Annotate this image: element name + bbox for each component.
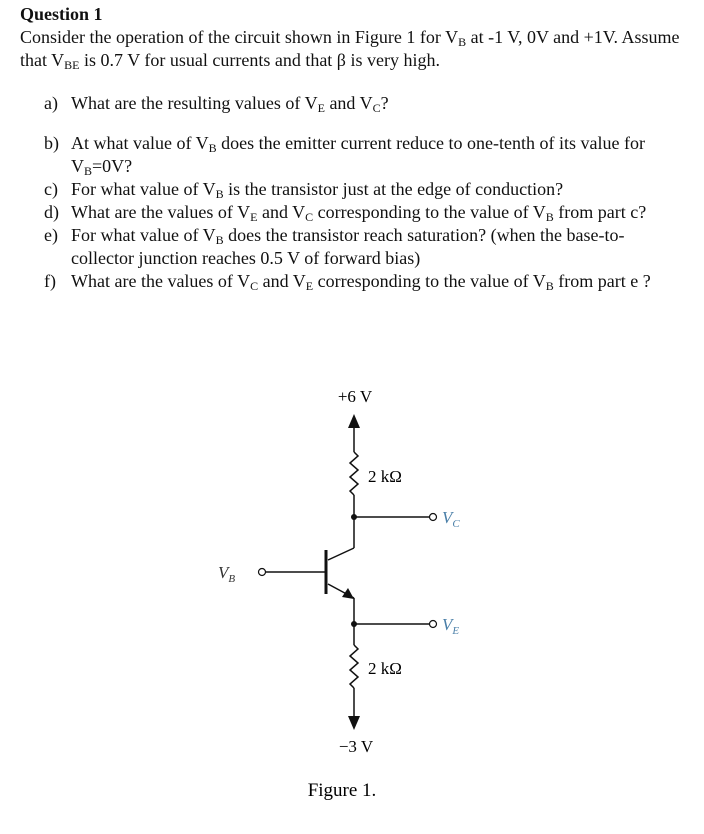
supply-top-label: +6 V (337, 387, 373, 406)
question-a: a) What are the resulting values of $V_E$ and $V_C$? (44, 93, 389, 115)
intro-paragraph: Consider the operation of the circuit shown in Figure 1 for $V_B$ at -1 V, 0V and +1V. Assume that $V_{BE}$ is 0.7 V for usual currents and that β is very high. (20, 27, 680, 72)
transistor-collector-lead (328, 548, 354, 560)
resistor-bottom (350, 645, 358, 688)
ve-label: $V_E$ (442, 615, 460, 637)
supply-bottom-arrow (348, 716, 360, 730)
vc-label: $V_C$ (442, 508, 460, 530)
supply-top-arrow (348, 414, 360, 428)
question-f: f) What are the values of $V_C$ and $V_E$ corresponding to the value of $V_B$ from part e ? (44, 271, 651, 293)
question-b: b) At what value of $V_B$ does the emitter current reduce to one-tenth of its value for $V_B=0V$? (44, 133, 645, 178)
vc-terminal (430, 514, 437, 521)
resistor-bottom-label: 2 kΩ (368, 659, 402, 678)
question-heading: Question 1 (20, 4, 103, 24)
vb-label: $V_B$ (218, 563, 236, 585)
emitter-arrow (342, 588, 354, 599)
resistor-top-label: 2 kΩ (368, 467, 402, 486)
supply-bottom-label: −3 V (338, 737, 374, 756)
resistor-top (350, 452, 358, 495)
vb-terminal (259, 569, 266, 576)
figure-caption: Figure 1. (307, 780, 377, 801)
question-e: e) For what value of $V_B$ does the transistor reach saturation? (when the base-to-collector junction reaches 0.5 V of forward bias) (44, 225, 625, 268)
ve-terminal (430, 621, 437, 628)
question-c: c) For what value of $V_B$ is the transistor just at the edge of conduction? (44, 179, 564, 201)
question-d: d) What are the values of $V_E$ and $V_C$ corresponding to the value of $V_B$ from part c? (44, 202, 647, 224)
